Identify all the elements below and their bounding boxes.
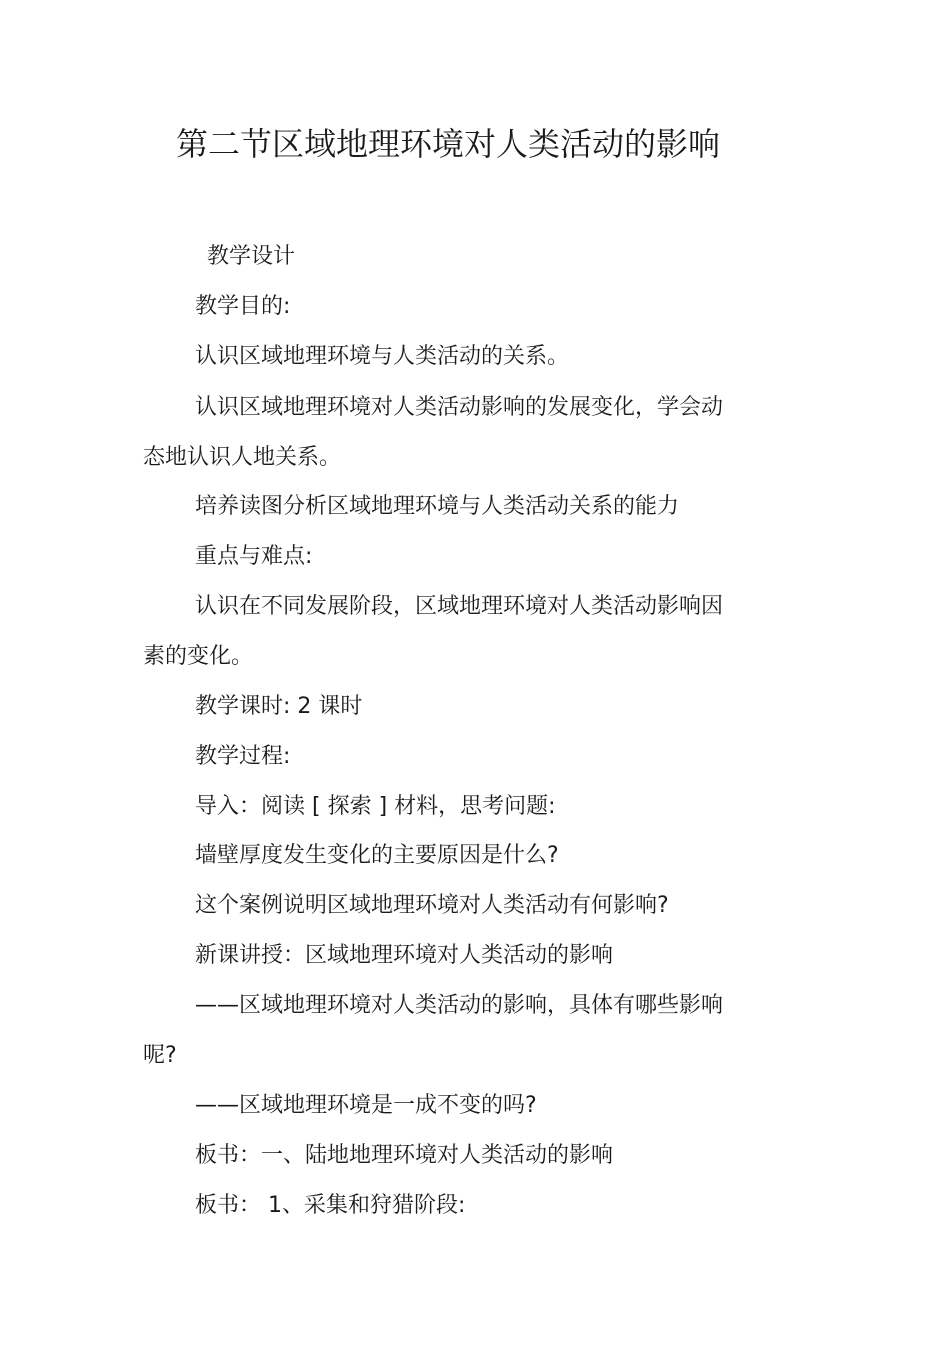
paragraph-goal-3: 培养读图分析区域地理环境与人类活动关系的能力 — [195, 494, 680, 519]
paragraph-key-points: 重点与难点: — [195, 544, 313, 569]
paragraph-board-1: 板书：一、陆地地理环境对人类活动的影响 — [195, 1143, 614, 1168]
paragraph-class-hours: 教学课时: 2 课时 — [195, 694, 363, 719]
paragraph-goal-2-cont: 态地认识人地关系。 — [143, 445, 342, 470]
paragraph-key-point-1-cont: 素的变化。 — [143, 644, 254, 669]
paragraph-teaching-process: 教学过程: — [195, 744, 291, 769]
page-title: 第二节区域地理环境对人类活动的影响 — [176, 125, 721, 163]
paragraph-teaching-goal: 教学目的: — [195, 294, 291, 319]
paragraph-question-2: 这个案例说明区域地理环境对人类活动有何影响? — [195, 893, 669, 918]
paragraph-board-2: 板书： 1、采集和狩猎阶段: — [195, 1193, 466, 1218]
paragraph-dash-2: ——区域地理环境是一成不变的吗? — [195, 1093, 537, 1118]
paragraph-key-point-1: 认识在不同发展阶段，区域地理环境对人类活动影响因 — [195, 594, 724, 619]
paragraph-teaching-design: 教学设计 — [207, 244, 296, 269]
paragraph-new-lesson: 新课讲授：区域地理环境对人类活动的影响 — [195, 943, 614, 968]
paragraph-question-1: 墙壁厚度发生变化的主要原因是什么? — [195, 843, 559, 868]
paragraph-introduction: 导入：阅读 [ 探索 ] 材料，思考问题: — [195, 794, 556, 819]
paragraph-goal-2: 认识区域地理环境对人类活动影响的发展变化，学会动 — [195, 395, 724, 420]
paragraph-dash-1-cont: 呢? — [143, 1043, 177, 1068]
paragraph-dash-1: ——区域地理环境对人类活动的影响，具体有哪些影响 — [195, 993, 724, 1018]
paragraph-goal-1: 认识区域地理环境与人类活动的关系。 — [195, 344, 570, 369]
